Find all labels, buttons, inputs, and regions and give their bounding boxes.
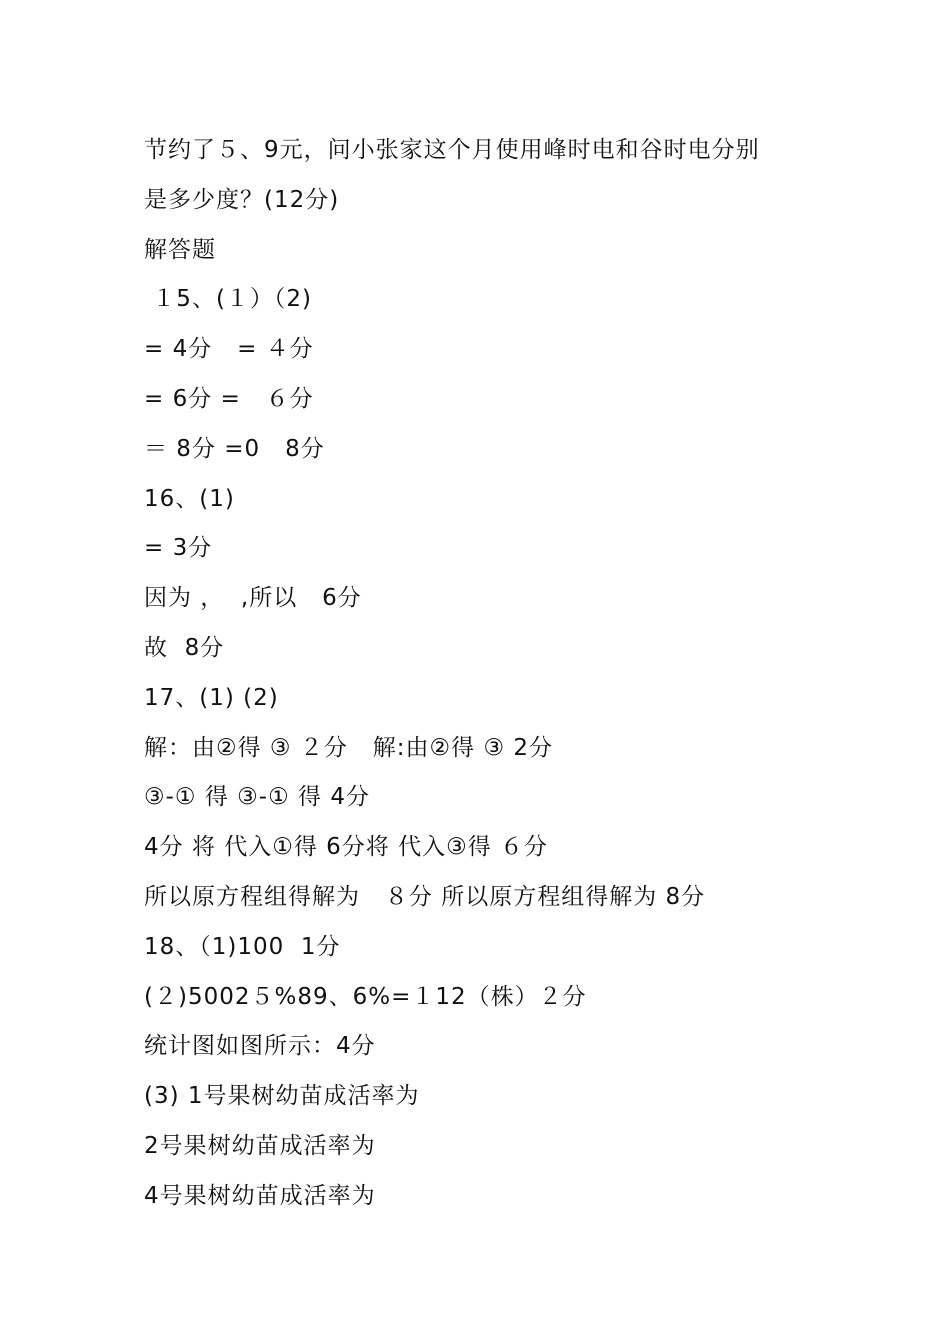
text-line-11: 故 8分 <box>144 634 225 661</box>
text-line-15: 4分 将 代入①得 6分将 代入③得 ６分 <box>144 834 549 861</box>
text-line-7: ＝ 8分 =0 8分 <box>144 435 325 462</box>
text-line-2: 是多少度？(12分) <box>144 186 340 213</box>
text-line-9: = 3分 <box>144 535 213 562</box>
text-line-10: 因为 ， ,所以 6分 <box>144 585 362 612</box>
section-heading: 解答题 <box>144 236 216 263</box>
text-line-16: 所以原方程组得解为 ８分 所以原方程组得解为 8分 <box>144 883 706 910</box>
text-line-22: 4号果树幼苗成活率为 <box>144 1182 376 1209</box>
text-line-17: 18、（1)100 1分 <box>144 933 341 960</box>
text-line-18: (２)5002５%89、6%=１12（株）２分 <box>144 983 587 1010</box>
text-line-14: ③-① 得 ③-① 得 4分 <box>144 784 370 811</box>
text-line-8: 16、(1) <box>144 485 235 512</box>
text-line-19: 统计图如图所示：4分 <box>144 1033 376 1060</box>
text-line-12: 17、(1) (2) <box>144 684 279 711</box>
text-line-1: 节约了５、9元，问小张家这个月使用峰时电和谷时电分别 <box>144 137 760 163</box>
document-body <box>144 126 904 1222</box>
text-line-4: １5、(１）（2) <box>144 286 313 313</box>
text-line-6: = 6分 = ６分 <box>144 385 314 412</box>
text-line-13: 解：由②得 ③ ２分 解:由②得 ③ 2分 <box>144 734 554 761</box>
text-line-20: (3) 1号果树幼苗成活率为 <box>144 1083 420 1110</box>
text-line-5: = 4分 = ４分 <box>144 336 314 363</box>
text-line-21: 2号果树幼苗成活率为 <box>144 1132 376 1159</box>
